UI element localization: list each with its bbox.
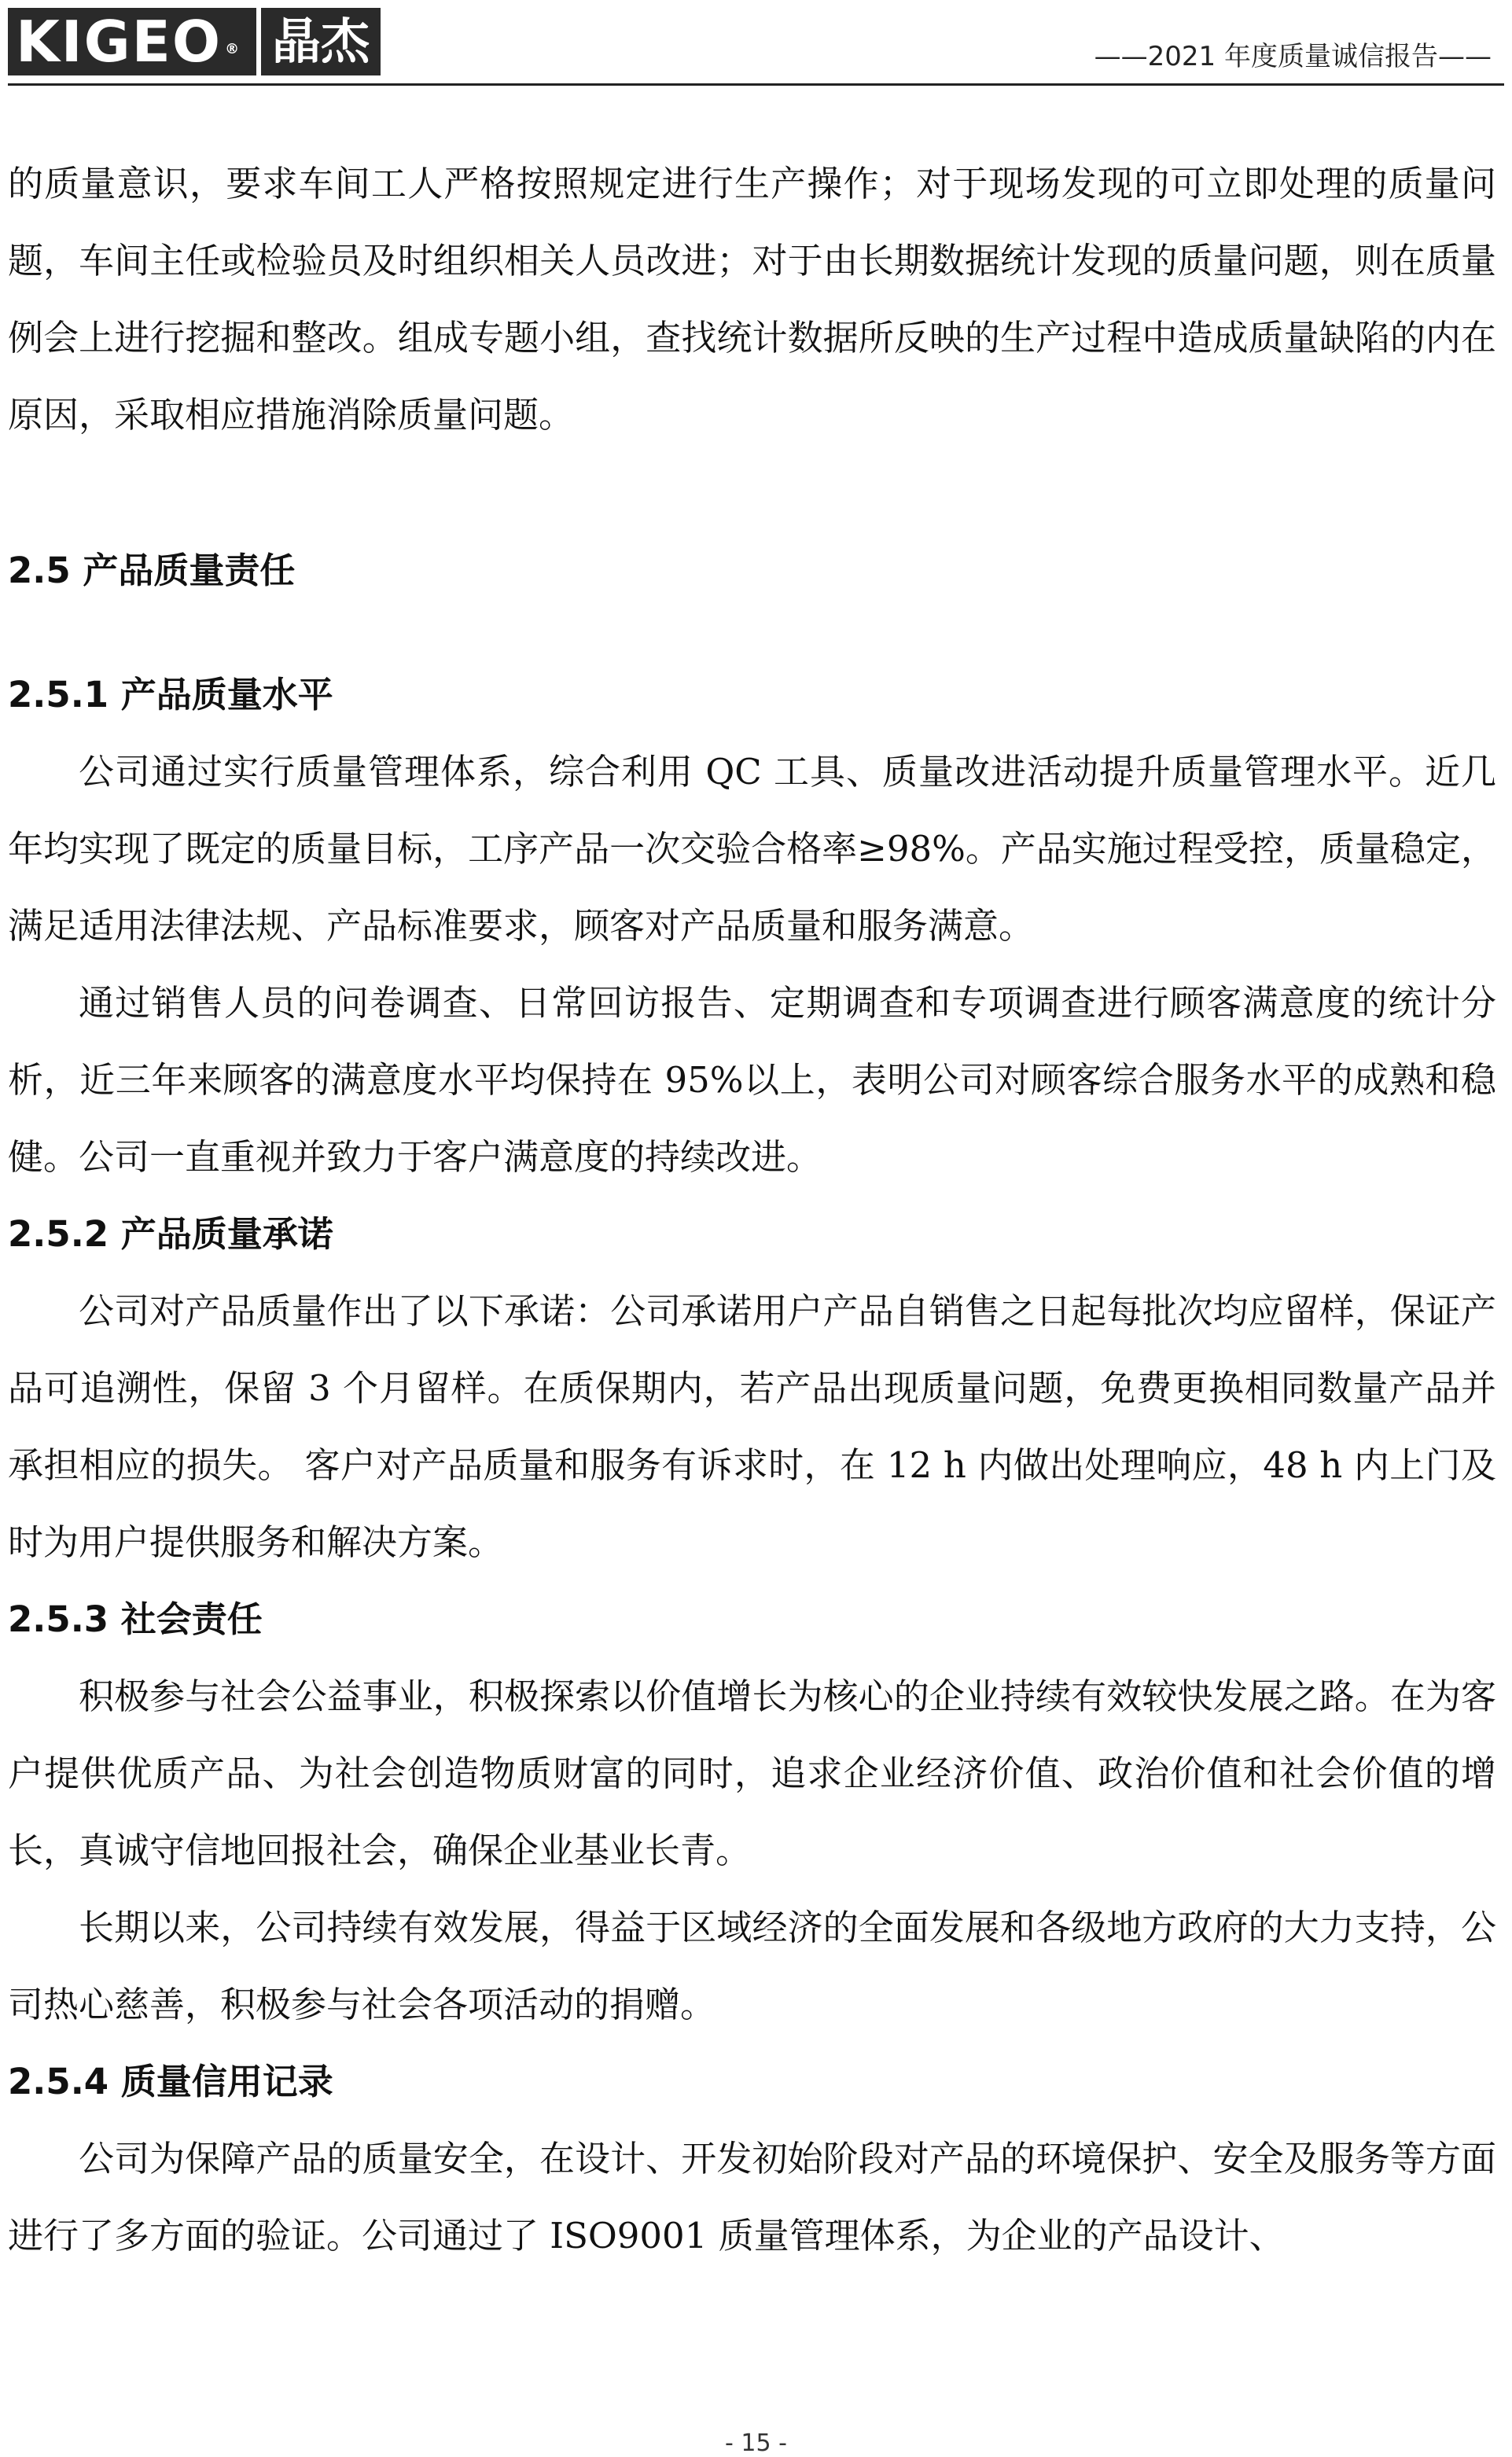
paragraph-quality-level: 公司通过实行质量管理体系，综合利用 QC 工具、质量改进活动提升质量管理水平。近几年均实现了既定的质量目标，工序产品一次交验合格率≥98%。产品实施过程受控，质量稳定，满足适用法律法规、产品标准要求，顾客对产品质量和服务满意。 [8,751,1496,947]
paragraph-credit-record: 公司为保障产品的质量安全，在设计、开发初始阶段对产品的环境保护、安全及服务等方面进行了多方面的验证。公司通过了 ISO9001 质量管理体系，为企业的产品设计、 [8,2138,1496,2257]
logo-english-text: KIGEO [16,9,223,75]
logo-chinese: 晶杰 [261,8,381,75]
subsection-heading-2-5-2: 2.5.2 产品质量承诺 [8,1213,333,1255]
header-divider [8,83,1504,86]
paragraph-intro: 的质量意识，要求车间工人严格按照规定进行生产操作；对于现场发现的可立即处理的质量问题，车间主任或检验员及时组织相关人员改进；对于由长期数据统计发现的质量问题，则在质量例会上进行挖掘和整改。组成专题小组，查找统计数据所反映的生产过程中造成质量缺陷的内在原因，采取相应措施消除质量问题。 [8,163,1496,436]
page-number: - 15 - [725,2429,787,2457]
report-title: ——2021 年度质量诚信报告—— [1094,41,1492,72]
page-header [0,0,1512,94]
subsection-heading-2-5-1: 2.5.1 产品质量水平 [8,674,333,715]
section-heading-2-5: 2.5 产品质量责任 [8,550,296,591]
document-body [8,145,1496,2275]
paragraph-charity: 长期以来，公司持续有效发展，得益于区域经济的全面发展和各级地方政府的大力支持，公司热心慈善，积极参与社会各项活动的捐赠。 [8,1907,1496,2025]
paragraph-quality-commitment: 公司对产品质量作出了以下承诺：公司承诺用户产品自销售之日起每批次均应留样，保证产品可追溯性，保留 3 个月留样。在质保期内，若产品出现质量问题，免费更换相同数量产品并承担相应的损失。 客户对产品质量和服务有诉求时，在 12 h 内做出处理响应，48 h 内上门及时为用户提供服务和解决方案。 [8,1290,1496,1563]
paragraph-customer-satisfaction: 通过销售人员的问卷调查、日常回访报告、定期调查和专项调查进行顾客满意度的统计分析，近三年来顾客的满意度水平均保持在 95%以上，表明公司对顾客综合服务水平的成熟和稳健。公司一直重视并致力于客户满意度的持续改进。 [8,982,1496,1178]
paragraph-social-responsibility: 积极参与社会公益事业，积极探索以价值增长为核心的企业持续有效较快发展之路。在为客户提供优质产品、为社会创造物质财富的同时，追求企业经济价值、政治价值和社会价值的增长，真诚守信地回报社会，确保企业基业长青。 [8,1675,1496,1871]
subsection-heading-2-5-3: 2.5.3 社会责任 [8,1598,263,1640]
registered-mark: ® [225,41,241,57]
company-logo [8,8,381,75]
logo-english [8,8,256,75]
subsection-heading-2-5-4: 2.5.4 质量信用记录 [8,2061,333,2102]
